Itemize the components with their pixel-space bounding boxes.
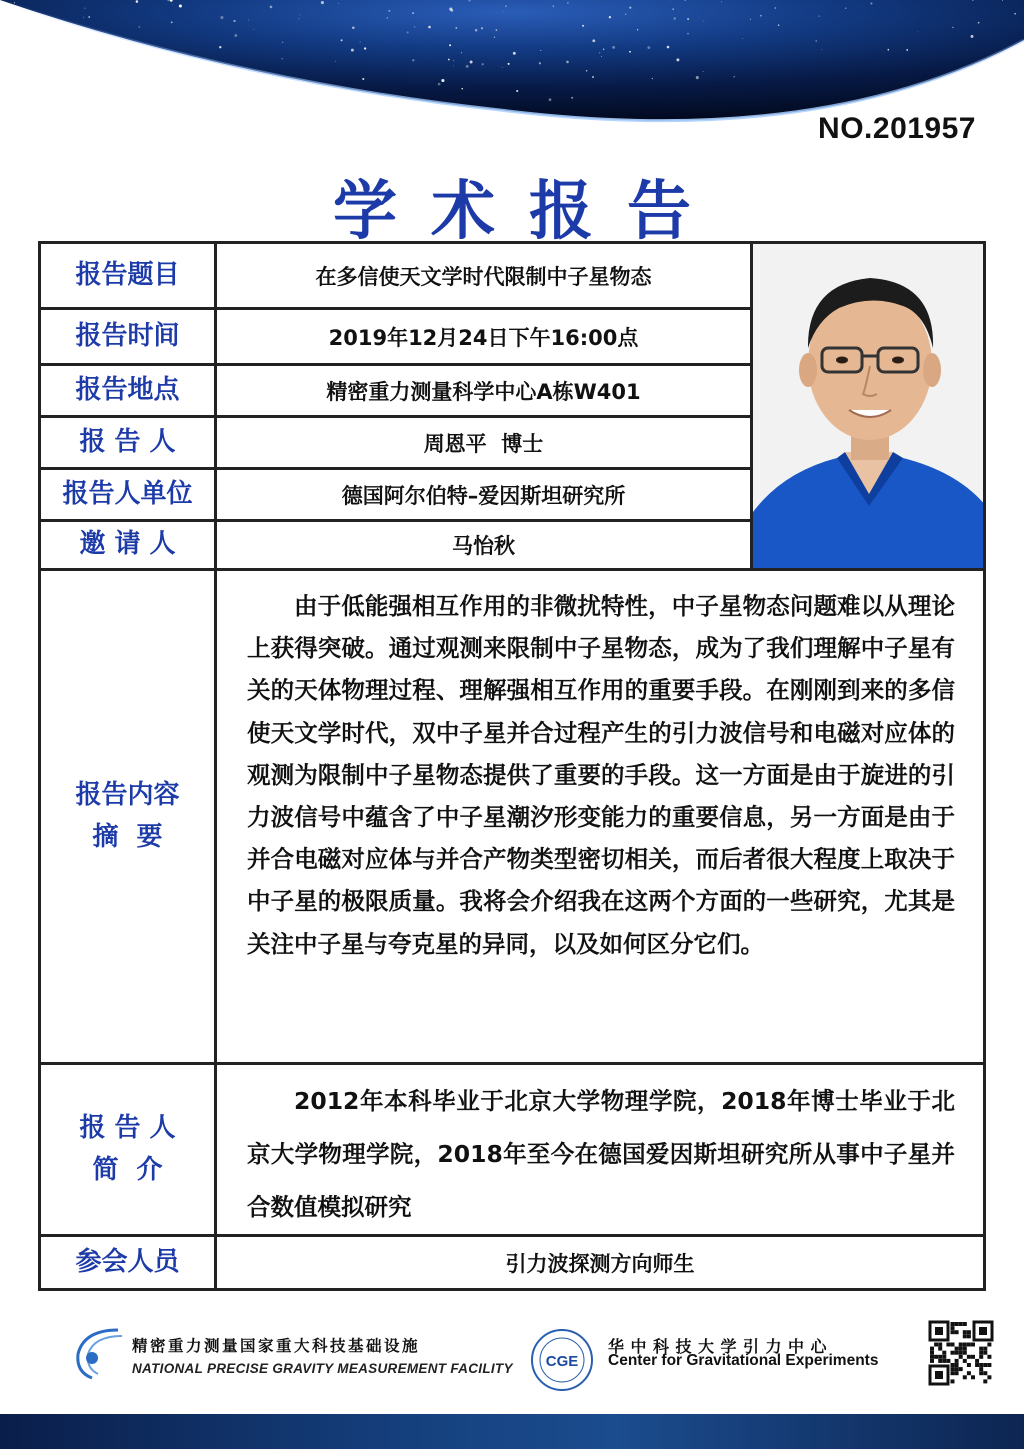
qr-module (942, 1359, 946, 1363)
qr-module (938, 1355, 942, 1359)
qr-module (971, 1355, 975, 1359)
star (88, 16, 90, 18)
star (448, 59, 450, 61)
value-topic: 在多信使天文学时代限制中子星物态 (315, 264, 652, 289)
star (609, 16, 611, 18)
qr-module (967, 1363, 971, 1367)
star (270, 6, 273, 9)
star (629, 6, 631, 8)
star (871, 3, 873, 5)
qr-module (938, 1343, 942, 1347)
star (461, 88, 462, 89)
star (703, 21, 704, 22)
star (696, 76, 699, 79)
star (360, 42, 361, 43)
qr-module (955, 1359, 959, 1363)
qr-module (930, 1347, 934, 1351)
star (455, 27, 457, 29)
star (248, 20, 249, 21)
qr-module (938, 1359, 942, 1363)
star (298, 18, 299, 19)
bio-text: 2012年本科毕业于北京大学物理学院，2018年博士毕业于北京大学物理学院，2018年至今在德国爱因斯坦研究所从事中子星并合数值模拟研究 (247, 1087, 955, 1221)
qr-module (959, 1322, 963, 1326)
star (83, 17, 84, 18)
label-inviter: 邀 请 人 (41, 522, 217, 568)
qr-module (987, 1363, 991, 1367)
star (566, 61, 569, 64)
star (1014, 13, 1016, 15)
star (625, 14, 626, 15)
qr-module (951, 1379, 955, 1383)
label-time: 报告时间 (41, 310, 217, 363)
qr-module (930, 1359, 934, 1363)
poster-number: NO.201957 (818, 112, 976, 145)
star (505, 6, 506, 7)
qr-module (979, 1363, 983, 1367)
star (603, 49, 604, 50)
star (652, 78, 653, 79)
star (586, 70, 588, 72)
star (282, 42, 283, 43)
qr-module (951, 1351, 955, 1355)
star (513, 52, 516, 55)
qr-module (963, 1330, 967, 1334)
label-abstract-line2: 摘 要 (92, 821, 163, 852)
star (612, 46, 615, 49)
star (220, 16, 223, 19)
facility-name-cn: 精密重力测量国家重大科技基础设施 (132, 1337, 421, 1355)
star (138, 26, 140, 28)
star (335, 61, 336, 62)
star (364, 47, 366, 49)
star (742, 38, 743, 39)
qr-module (955, 1330, 959, 1334)
star (362, 78, 364, 80)
star (449, 44, 451, 46)
star (601, 56, 602, 57)
star (351, 49, 354, 52)
star (388, 10, 390, 12)
star (703, 71, 704, 72)
star (475, 29, 478, 32)
star (496, 29, 498, 31)
qr-module (967, 1355, 971, 1359)
value-inviter: 马怡秋 (452, 534, 515, 558)
qr-module (934, 1343, 938, 1347)
star (179, 4, 182, 7)
star (549, 98, 552, 101)
center-name-cn: 华中科技大学引力中心 (608, 1337, 834, 1356)
footer (0, 1300, 1024, 1400)
star (917, 31, 918, 32)
star (571, 97, 573, 99)
star (592, 39, 595, 42)
star (508, 63, 510, 65)
star (341, 39, 343, 41)
star (254, 29, 255, 30)
row-abstract (41, 571, 983, 1065)
star (552, 5, 554, 7)
star (503, 11, 504, 12)
star (407, 31, 409, 33)
star (321, 1, 324, 4)
value-speaker: 周恩平 博士 (423, 431, 544, 456)
qr-module (987, 1375, 991, 1379)
star (14, 2, 15, 3)
qr-module (959, 1347, 963, 1351)
star (672, 8, 674, 10)
star (687, 18, 689, 20)
star (414, 26, 416, 28)
label-attendees: 参会人员 (41, 1237, 217, 1288)
qr-module (946, 1359, 950, 1363)
qr-module (942, 1355, 946, 1359)
star (136, 0, 139, 3)
qr-module (967, 1343, 971, 1347)
qr-module (963, 1343, 967, 1347)
qr-code-icon (928, 1320, 994, 1386)
qr-module (963, 1375, 967, 1379)
facility-logo-icon (70, 1322, 130, 1382)
qr-module (975, 1363, 979, 1367)
star (906, 49, 908, 51)
qr-module (955, 1367, 959, 1371)
star (637, 29, 638, 30)
star (412, 12, 414, 14)
qr-module (979, 1347, 983, 1351)
qr-module (983, 1371, 987, 1375)
row-attendees (41, 1237, 983, 1288)
star (687, 33, 688, 34)
qr-module (987, 1343, 991, 1347)
star (1002, 0, 1003, 1)
star (815, 40, 817, 42)
label-abstract (41, 571, 217, 1062)
page-title: 学术报告 (333, 175, 725, 249)
qr-module (987, 1355, 991, 1359)
label-speaker: 报 告 人 (41, 418, 217, 467)
qr-module (979, 1371, 983, 1375)
star (219, 46, 221, 48)
star (629, 51, 631, 53)
value-attendees: 引力波探测方向师生 (505, 1251, 695, 1276)
speaker-photo (750, 244, 983, 571)
star (774, 7, 776, 9)
star (234, 34, 237, 37)
star (567, 2, 568, 3)
star (352, 27, 355, 30)
star (978, 22, 980, 24)
qr-module (951, 1330, 955, 1334)
qr-module (959, 1355, 963, 1359)
qr-module (955, 1322, 959, 1326)
facility-name-en: NATIONAL PRECISE GRAVITY MEASUREMENT FACILITY (132, 1361, 513, 1376)
qr-module (979, 1367, 983, 1371)
star (845, 7, 847, 9)
star (599, 52, 600, 53)
star (453, 60, 454, 61)
star (461, 52, 462, 53)
qr-module (975, 1359, 979, 1363)
row-place (41, 366, 750, 418)
qr-module (963, 1322, 967, 1326)
qr-module (971, 1343, 975, 1347)
qr-module (963, 1347, 967, 1351)
qr-module (942, 1351, 946, 1355)
qr-module (967, 1334, 971, 1338)
star (821, 49, 822, 50)
center-name-en: Center for Gravitational Experiments (608, 1352, 879, 1369)
star (338, 3, 339, 4)
qr-module (955, 1371, 959, 1375)
qr-module (951, 1322, 955, 1326)
star (888, 49, 890, 51)
qr-module (959, 1343, 963, 1347)
star (482, 63, 484, 65)
qr-module (967, 1330, 971, 1334)
star (539, 62, 541, 64)
cge-logo-text: CGE (545, 1353, 579, 1370)
cge-logo-icon (530, 1328, 594, 1392)
star (674, 17, 676, 19)
qr-module (983, 1347, 987, 1351)
qr-module (983, 1363, 987, 1367)
star (171, 21, 173, 23)
star (387, 17, 389, 19)
row-affiliation (41, 470, 750, 522)
bottom-band (0, 1414, 1024, 1449)
star (481, 27, 483, 29)
star (592, 76, 594, 78)
star (428, 26, 431, 29)
star (453, 66, 454, 67)
star (516, 90, 518, 92)
qr-module (955, 1347, 959, 1351)
row-speaker (41, 418, 750, 470)
qr-module (959, 1351, 963, 1355)
qr-module (955, 1351, 959, 1355)
label-abstract-line1: 报告内容 (75, 779, 180, 810)
qr-module (938, 1347, 942, 1351)
star (778, 24, 780, 26)
star (300, 14, 301, 15)
star (971, 35, 974, 38)
row-inviter (41, 522, 750, 571)
qr-module (979, 1351, 983, 1355)
label-topic: 报告题目 (41, 244, 217, 307)
star (172, 4, 173, 5)
abstract-text: 由于低能强相互作用的非微扰特性，中子星物态问题难以从理论上获得突破。通过观测来限制中子星物态，成为了我们理解中子星有关的天体物理过程、理解强相互作用的重要手段。在刚刚到来的多信使天文学时代，双中子星并合过程产生的引力波信号和电磁对应体的观测为限制中子星物态提供了重要的手段。这一方面是由于旋进的引力波信号中蕴含了中子星潮汐形变能力的重要信息，另一方面是由于并合电磁对应体与并合产物类型密切相关，而后者很大程度上取决于中子星的极限质量。我将会介绍我在这两个方面的一些研究，尤其是关注中子星与夸克星的异同，以及如何区分它们。 (247, 592, 955, 958)
qr-module (963, 1359, 967, 1363)
label-bio-line1: 报 告 人 (79, 1112, 176, 1143)
label-bio-line2: 简 介 (92, 1154, 163, 1185)
star (750, 19, 751, 20)
star (676, 58, 679, 61)
value-time: 2019年12月24日下午16:00点 (328, 325, 639, 350)
star (760, 15, 761, 16)
value-place: 精密重力测量科学中心A栋W401 (326, 379, 641, 404)
star (647, 46, 650, 49)
star (502, 67, 503, 68)
report-info-table (38, 241, 986, 1291)
qr-module (951, 1363, 955, 1367)
star (441, 79, 444, 82)
qr-module (983, 1379, 987, 1383)
star (494, 36, 495, 37)
qr-module (963, 1351, 967, 1355)
qr-module (951, 1326, 955, 1330)
qr-module (967, 1371, 971, 1375)
label-bio (41, 1065, 217, 1234)
qr-module (955, 1363, 959, 1367)
star (540, 50, 541, 51)
star (450, 9, 453, 12)
qr-module (930, 1351, 934, 1355)
star (281, 58, 282, 59)
row-bio (41, 1065, 983, 1237)
star (233, 20, 235, 22)
value-affiliation: 德国阿尔伯特–爱因斯坦研究所 (341, 483, 626, 508)
star (734, 76, 735, 77)
qr-module (934, 1355, 938, 1359)
qr-module (951, 1371, 955, 1375)
qr-module (946, 1343, 950, 1347)
star (670, 1, 671, 2)
qr-module (983, 1351, 987, 1355)
qr-module (951, 1343, 955, 1347)
row-time (41, 310, 750, 366)
star (84, 8, 85, 9)
qr-module (959, 1367, 963, 1371)
qr-module (930, 1355, 934, 1359)
star (952, 27, 953, 28)
qr-module (971, 1375, 975, 1379)
label-affiliation: 报告人单位 (41, 470, 217, 519)
star (819, 16, 820, 17)
star (582, 25, 584, 27)
star (412, 59, 414, 61)
qr-module (979, 1355, 983, 1359)
row-topic (41, 244, 750, 310)
qr-module (963, 1334, 967, 1338)
star (721, 1, 722, 2)
star (470, 61, 473, 64)
star (438, 83, 441, 86)
label-place: 报告地点 (41, 366, 217, 415)
qr-module (951, 1367, 955, 1371)
star (667, 46, 670, 49)
star (466, 65, 469, 68)
